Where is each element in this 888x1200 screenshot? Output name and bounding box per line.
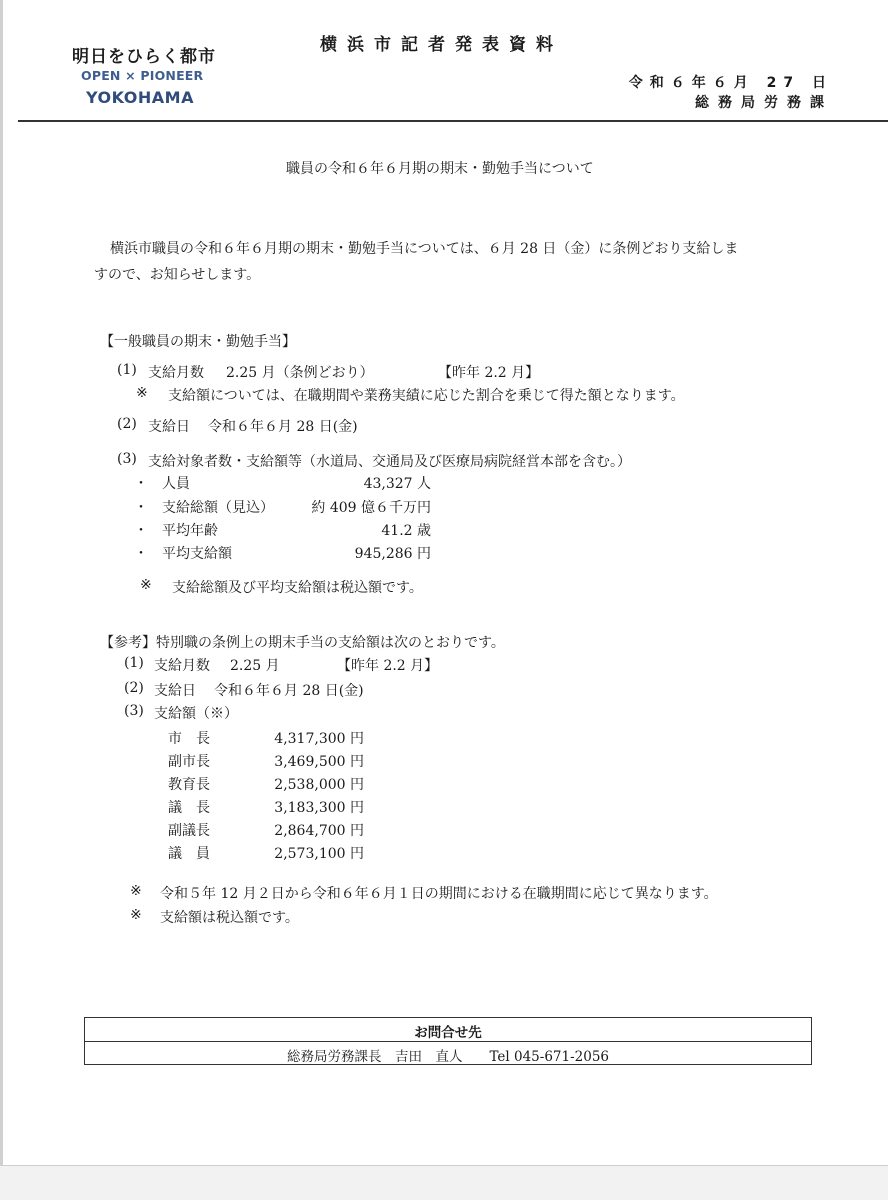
intro-paragraph-line-1: 横浜市職員の令和６年６月期の期末・勤勉手当については、６月 28 日（金）に条例どおり支給しま — [110, 241, 739, 257]
intro-paragraph-line-2: すので、お知らせします。 — [94, 267, 261, 283]
payment-amount: 3,183,300 円 — [274, 800, 364, 816]
tax-note: 支給総額及び平均支給額は税込額です。 — [172, 580, 423, 596]
payment-amount: 3,469,500 円 — [274, 754, 364, 770]
stat-label: 人員 — [162, 476, 190, 492]
contact-box — [84, 1017, 812, 1065]
note-mark: ※ — [140, 577, 152, 593]
footnote: 令和５年 12 月２日から令和６年６月１日の期間における在職期間に応じて異なります。 — [160, 886, 718, 902]
months-label: 支給月数 — [154, 658, 210, 674]
months-value: 2.25 月（条例どおり） — [226, 365, 374, 381]
general-staff-heading: 【一般職員の期末・勤勉手当】 — [100, 334, 296, 350]
payment-date-label: 支給日 — [148, 419, 190, 435]
item-number: (1) — [117, 362, 137, 378]
stat-value: 約 409 億６千万円 — [311, 500, 431, 516]
position-label: 副議長 — [168, 823, 210, 839]
position-label: 副市長 — [168, 754, 210, 770]
list-bullet: ・ — [134, 500, 148, 516]
payment-amount: 2,864,700 円 — [274, 823, 364, 839]
issuing-department: 総務局労務課 — [695, 95, 833, 111]
stat-label: 平均年齢 — [162, 523, 218, 539]
footnote: 支給額は税込額です。 — [160, 910, 299, 926]
contact-details: 総務局労務課長 吉田 直人 Tel 045-671-2056 — [286, 1049, 610, 1065]
position-label: 議 長 — [168, 800, 210, 816]
header-divider — [18, 120, 888, 122]
previous-year-months: 【昨年 2.2 月】 — [337, 658, 439, 674]
note-mark: ※ — [130, 907, 142, 923]
payment-amount-label: 支給額（※） — [154, 706, 238, 722]
position-label: 市 長 — [168, 731, 210, 747]
months-note: 支給額については、在職期間や業務実績に応じた割合を乗じて得た額となります。 — [168, 388, 685, 404]
previous-year-months: 【昨年 2.2 月】 — [438, 365, 540, 381]
list-bullet: ・ — [134, 523, 148, 539]
recipients-label: 支給対象者数・支給額等（水道局、交通局及び医療局病院経営本部を含む。） — [148, 454, 631, 470]
special-staff-heading: 【参考】特別職の条例上の期末手当の支給額は次のとおりです。 — [100, 635, 505, 651]
item-number: (3) — [124, 703, 144, 719]
payment-amount: 2,538,000 円 — [274, 777, 364, 793]
logo-tagline: 明日をひらく都市 — [72, 47, 216, 67]
stat-label: 平均支給額 — [162, 546, 232, 562]
press-release-title: 横浜市記者発表資料 — [320, 35, 563, 55]
stat-value: 43,327 人 — [363, 476, 431, 492]
contact-divider — [85, 1041, 811, 1042]
position-label: 議 員 — [168, 846, 210, 862]
position-label: 教育長 — [168, 777, 210, 793]
item-number: (2) — [117, 416, 137, 432]
stat-label: 支給総額（見込） — [162, 500, 274, 516]
payment-date-value: 令和６年６月 28 日(金) — [214, 683, 364, 699]
payment-date-value: 令和６年６月 28 日(金) — [208, 419, 358, 435]
page-bottom-margin — [0, 1166, 888, 1200]
logo-yokohama: YOKOHAMA — [86, 88, 194, 107]
list-bullet: ・ — [134, 546, 148, 562]
release-date: 令和６年６月 27 日 — [628, 75, 833, 91]
note-mark: ※ — [136, 385, 148, 401]
payment-amount: 4,317,300 円 — [274, 731, 364, 747]
contact-heading: お問合せ先 — [414, 1025, 482, 1041]
page-edge — [0, 0, 3, 1200]
payment-date-label: 支給日 — [154, 683, 196, 699]
months-label: 支給月数 — [148, 365, 204, 381]
document-title: 職員の令和６年６月期の期末・勤勉手当について — [286, 161, 594, 177]
stat-value: 41.2 歳 — [381, 523, 431, 539]
stat-value: 945,286 円 — [354, 546, 431, 562]
months-value: 2.25 月 — [230, 658, 280, 674]
logo-open-pioneer: OPEN × PIONEER — [81, 68, 204, 83]
item-number: (2) — [124, 680, 144, 696]
item-number: (3) — [117, 451, 137, 467]
item-number: (1) — [124, 655, 144, 671]
note-mark: ※ — [130, 883, 142, 899]
payment-amount: 2,573,100 円 — [274, 846, 364, 862]
list-bullet: ・ — [134, 476, 148, 492]
